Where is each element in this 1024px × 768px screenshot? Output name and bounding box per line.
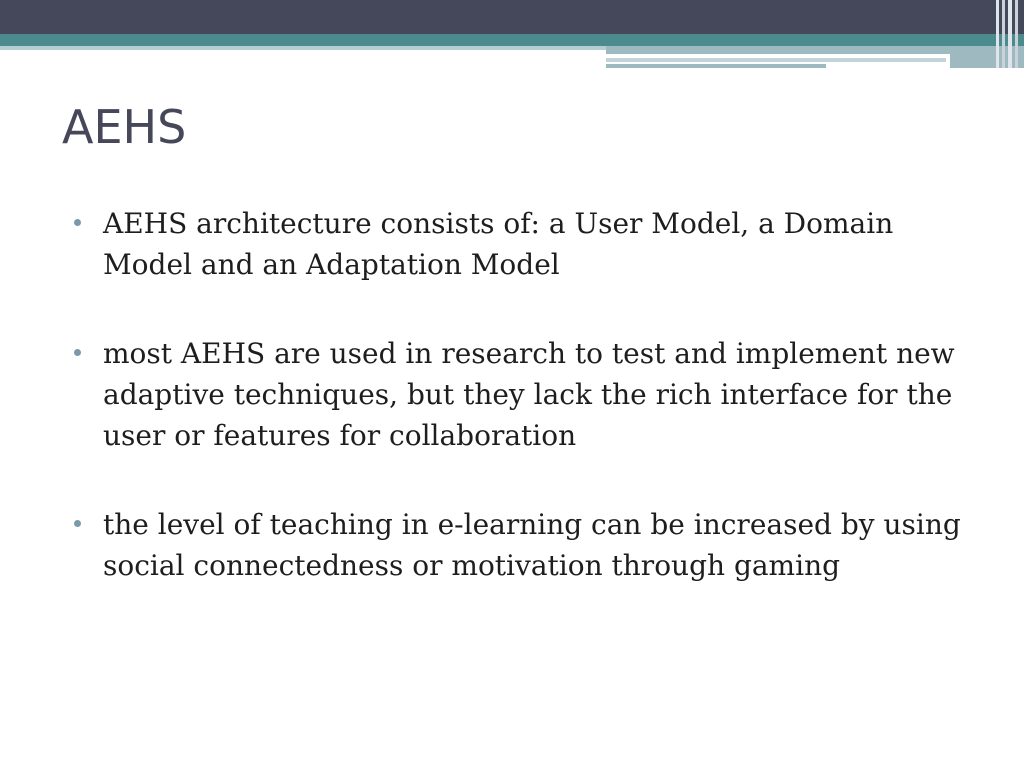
header-teal-bar <box>0 34 1024 46</box>
header-dark-bar <box>0 0 1024 34</box>
header-step-bar <box>606 58 946 62</box>
bullet-dot-icon <box>74 219 81 226</box>
header-stripe <box>1002 0 1005 68</box>
bullet-item <box>74 203 964 285</box>
slide-title: AEHS <box>62 100 187 154</box>
header-right-block <box>950 46 1024 68</box>
bullet-text: most AEHS are used in research to test and implement new adaptive techniques, but they lack the rich interface for the user or features for collaboration <box>103 337 955 452</box>
header-stripe <box>996 0 999 68</box>
header-stripe <box>1008 0 1012 68</box>
header-stripe <box>1015 0 1018 68</box>
bullet-list <box>74 203 964 634</box>
bullet-text: AEHS architecture consists of: a User Model, a Domain Model and an Adaptation Model <box>103 207 894 281</box>
bullet-item <box>74 504 964 586</box>
bullet-dot-icon <box>74 349 81 356</box>
header-step-bar <box>606 64 826 68</box>
bullet-item <box>74 333 964 456</box>
bullet-text: the level of teaching in e-learning can be increased by using social connectedness or motivation through gaming <box>103 508 961 582</box>
bullet-dot-icon <box>74 520 81 527</box>
